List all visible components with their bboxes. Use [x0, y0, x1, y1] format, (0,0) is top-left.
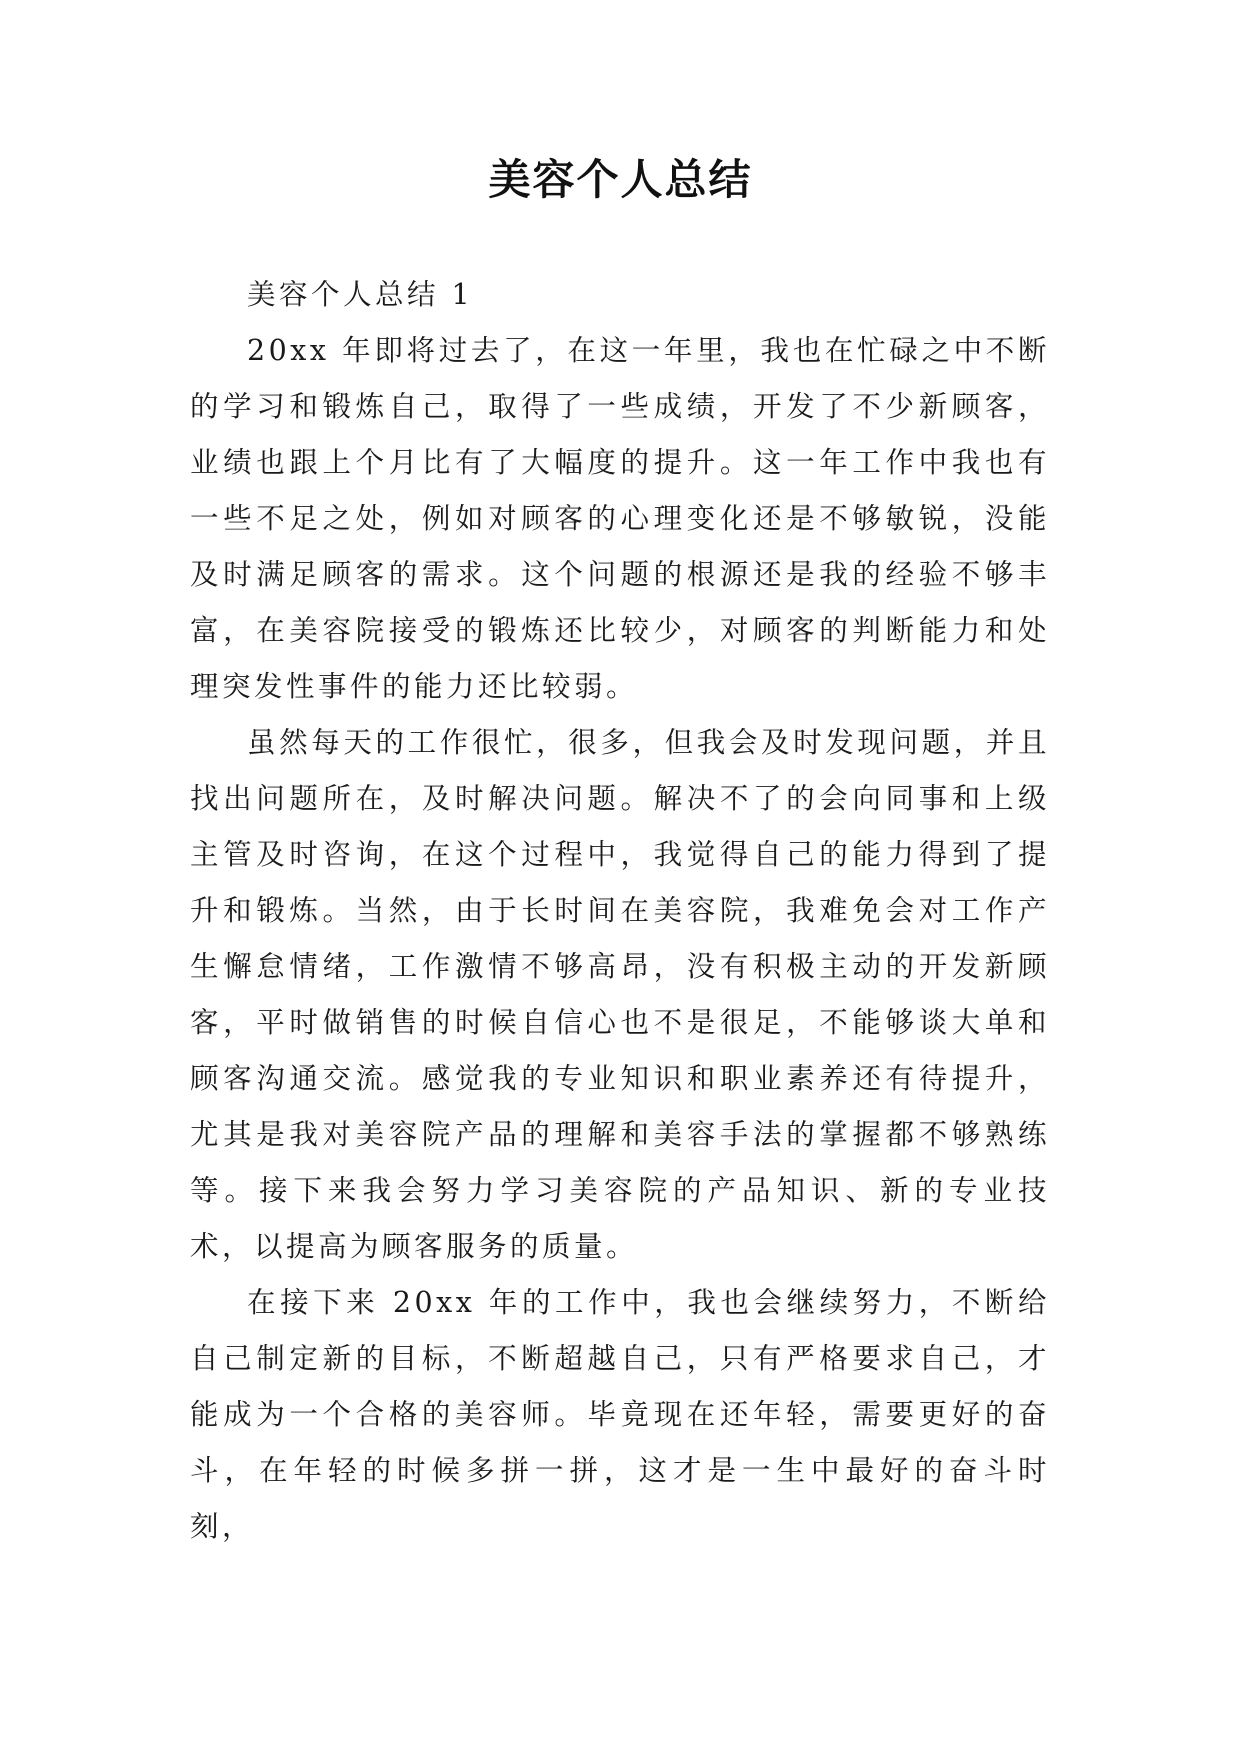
paragraph: 虽然每天的工作很忙，很多，但我会及时发现问题，并且找出问题所在，及时解决问题。解决不了的会向同事和上级主管及时咨询，在这个过程中，我觉得自己的能力得到了提升和锻炼。当然，由于长时间在美容院，我难免会对工作产生懈怠情绪，工作激情不够高昂，没有积极主动的开发新顾客，平时做销售的时候自信心也不是很足，不能够谈大单和顾客沟通交流。感觉我的专业知识和职业素养还有待提升，尤其是我对美容院产品的理解和美容手法的掌握都不够熟练等。接下来我会努力学习美容院的产品知识、新的专业技术，以提高为顾客服务的质量。: [190, 726, 1050, 1263]
paragraph: 20xx 年即将过去了，在这一年里，我也在忙碌之中不断的学习和锻炼自己，取得了一些成绩，开发了不少新顾客，业绩也跟上个月比有了大幅度的提升。这一年工作中我也有一些不足之处，例如对顾客的心理变化还是不够敏锐，没能及时满足顾客的需求。这个问题的根源还是我的经验不够丰富，在美容院接受的锻炼还比较少，对顾客的判断能力和处理突发性事件的能力还比较弱。: [190, 334, 1050, 703]
document-body: [190, 267, 1050, 1555]
paragraph: 在接下来 20xx 年的工作中，我也会继续努力，不断给自己制定新的目标，不断超越自己，只有严格要求自己，才能成为一个合格的美容师。毕竟现在还年轻，需要更好的奋斗，在年轻的时候多拼一拼，这才是一生中最好的奋斗时刻，: [190, 1286, 1050, 1543]
document-title: 美容个人总结: [488, 155, 753, 204]
section-heading: 美容个人总结 1: [247, 278, 474, 311]
